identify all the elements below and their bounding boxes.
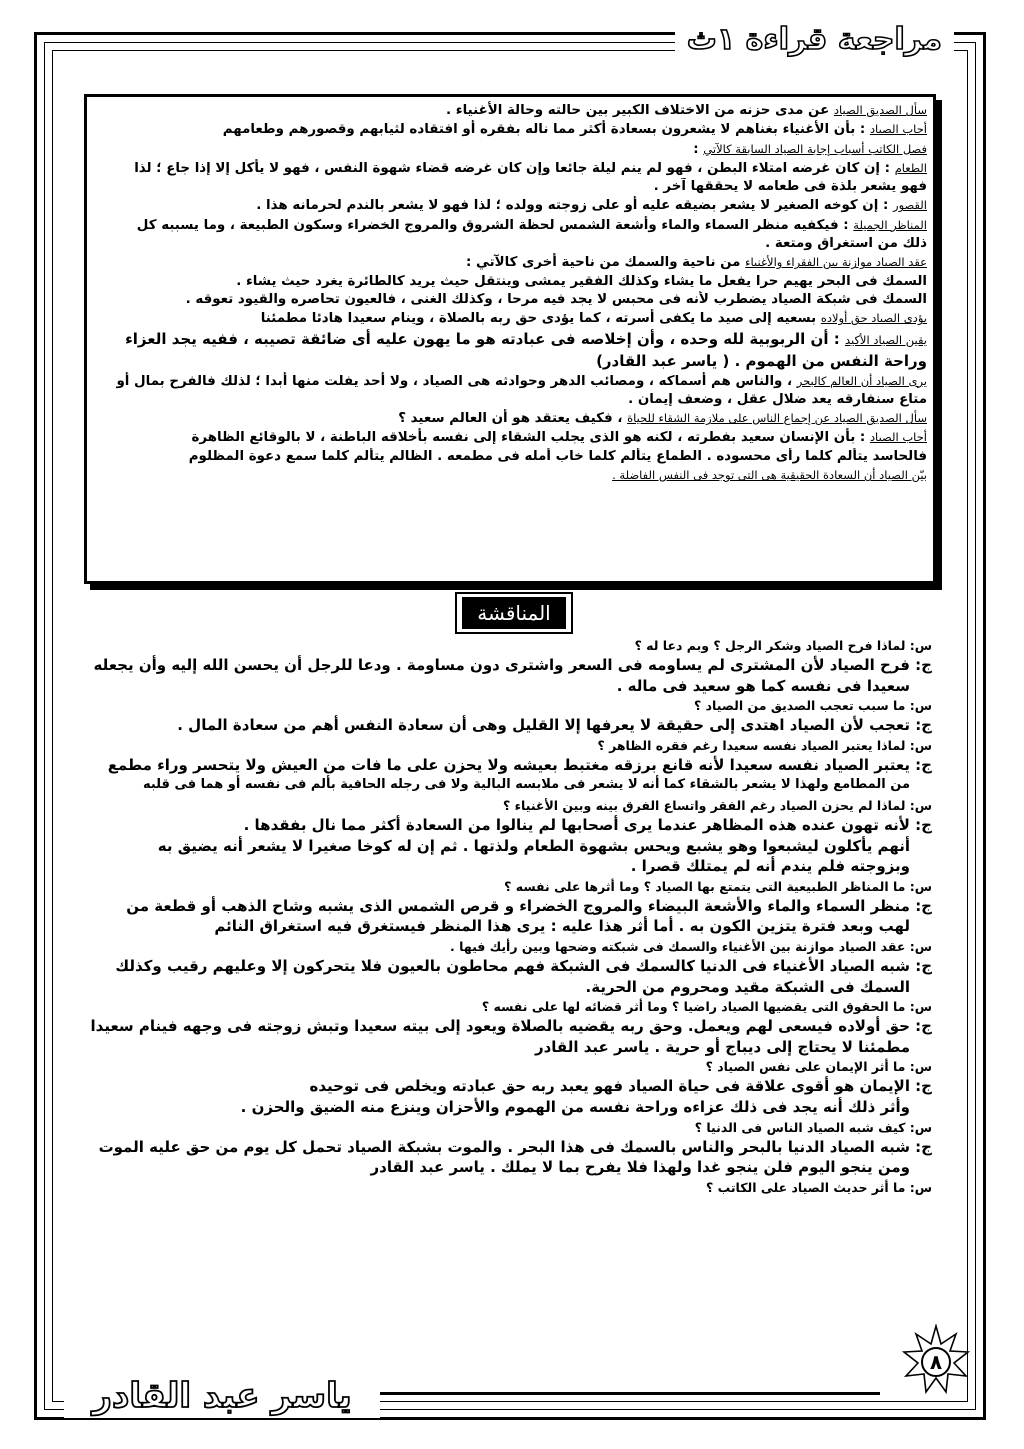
summary-line-label: أجاب الصياد: [869, 122, 927, 137]
summary-line-text: ، فكيف يعتقد هو أن العالم سعيد ؟: [398, 411, 628, 427]
summary-line-text: : إن كان غرضه امتلاء البطن ، فهو لم ينم ليلة جائعا وإن كان غرضه قضاء شهوة النفس ، فهو لا يأكل إلا إذا جاع ؛ لذا: [134, 160, 895, 176]
summary-line-label: عقد الصياد موازنة بين الفقراء والأغنياء: [745, 255, 927, 270]
footer-rule: [380, 1392, 880, 1395]
summary-line-label: يقين الصياد الأكيد: [844, 332, 927, 347]
question: س: ما الحقوق التى يقضيها الصياد راضيا ؟ وما أثر قضائه لها على نفسه ؟: [481, 999, 932, 1015]
summary-line-text: السمك فى البحر يهيم حرا يفعل ما يشاء وكذلك الفقير يمشى وينتقل حيث يريد كالطائرة يغرد حيث يشاء .: [236, 273, 927, 289]
summary-line-text: عن مدى حزنه من الاختلاف الكبير بين حالته وحالة الأغنياء .: [446, 103, 834, 118]
summary-line-text: : بأن الإنسان سعيد بفطرته ، لكنه هو الذى يجلب الشقاء إلى نفسه بأخلاقه الباطنة ، لا بالوقائع الظاهرة: [191, 430, 870, 446]
summary-line: [93, 253, 927, 272]
answer: ج: يعتبر الصياد نفسه سعيدا لأنه قانع برزقه مغتبط بعيشه ولا يحزن على ما فات من العيش ولا يتحسر وراء مطمع: [107, 755, 932, 774]
summary-line: [93, 235, 927, 253]
summary-line: [93, 216, 927, 235]
summary-line: [93, 448, 927, 466]
question: س: ما أثر الإيمان على نفس الصياد ؟: [705, 1059, 932, 1075]
summary-line-text: وراحة النفس من الهموم . ( ياسر عبد القادر): [596, 351, 927, 370]
summary-line-text: : أن الربوبية لله وحده ، وأن إخلاصه فى عبادته هو ما يهون عليه أى ضائقة تصيبه ، ففيه يجد العزاء: [125, 329, 845, 348]
answer-continuation: مطمئنا لا يحتاج إلى ديباج أو حرية . ياسر عبد القادر: [534, 1037, 910, 1056]
page-number: ٨: [929, 1350, 943, 1374]
answer: ج: حق أولاده فيسعى لهم ويعمل. وحق ربه يقضيه بالصلاة ويعود إلى بيته سعيدا وتبش زوجته فى وجهه فينام سعيدا: [90, 1017, 932, 1036]
answer-continuation: أنهم يأكلون ليشبعوا وهو يشبع ويحس بشهوة الطعام ولذتها . ثم إن له كوخا صغيرا لا يشعر أنه يضيق به: [157, 836, 910, 855]
answer-continuation: السمك فى الشبكة مقيد ومحروم من الحرية.: [585, 977, 910, 996]
answer: ج: فرح الصياد لأن المشترى لم يساومه فى السعر واشترى دون مساومة . ودعا للرجل أن يحسن الله إليه وأن يجعله: [93, 656, 932, 674]
discussion-heading-box: [455, 592, 573, 634]
summary-line: [93, 273, 927, 291]
summary-line-text: : فيكفيه منظر السماء والماء وأشعة الشمس لحظة الشروق والمروج الخضراء وسكون الطبيعة ، وما يسببه كل: [136, 217, 854, 233]
summary-line: [93, 329, 927, 351]
summary-line: [93, 351, 927, 372]
answer-continuation: من المطامع ولهذا لا يشعر بالشقاء كما أنه لا يشعر فى ملابسه البالية ولا فى رجله الحافية بألم فى نفسه أو هما فى قلبه: [142, 777, 910, 793]
summary-line-label: يؤدى الصياد حق أولاده: [820, 311, 927, 326]
summary-line-text: ، والناس هم أسماكه ، ومصائب الدهر وحوادثه هى الصياد ، ولا أحد يفلت منها أبدا ؛ لذلك فالفرح بمال أو: [116, 373, 797, 389]
summary-line-label: بيّن الصياد أن السعادة الحقيقية هى التى توجد فى النفس الفاضلة .: [612, 468, 927, 483]
summary-line-label: أجاب الصياد: [869, 430, 927, 445]
summary-line-text: : إن كوخه الصغير لا يشعر بضيقه عليه أو على زوجته وولده ؛ لذا فهو لا يشعر بالندم لحرمانه هذا .: [256, 198, 894, 214]
question: س: ما أثر حديث الصياد على الكاتب ؟: [706, 1179, 932, 1195]
summary-line-text: فهو يشعر بلذة فى طعامه لا يحققها آخر .: [653, 179, 927, 195]
summary-line-text: متاع سنفارقه يعد ضلال عقل ، وضعف إيمان .: [628, 391, 927, 407]
summary-line-text: السمك فى شبكة الصياد يضطرب لأنه فى محبس لا يجد فيه مرحا ، وكذلك الغنى ، فالعيون تحاصره والقيود تعوقه .: [185, 291, 927, 307]
answer: ج: تعجب لأن الصياد اهتدى إلى حقيقة لا يعرفها إلا القليل وهى أن سعادة النفس أهم من سعادة المال .: [177, 716, 932, 735]
summary-line: [93, 196, 927, 215]
answer-continuation: ومن ينجو اليوم فلن ينجو غدا ولهذا فلا يفرح بما لا يملك . ياسر عبد القادر: [370, 1158, 910, 1177]
answer: ج: الإيمان هو أقوى علاقة فى حياة الصياد فهو يعبد ربه حق عبادته ويخلص فى توحيده: [309, 1077, 932, 1096]
summary-line-label: فصل الكاتب أسباب إجابة الصياد السابقة كالآتي: [703, 141, 927, 156]
summary-line: [93, 391, 927, 409]
answer: ج: منظر السماء والماء والأشعة البيضاء والمروج الخضراء و قرص الشمس الذى يشبه وشاح الذهب أو قطعة من: [126, 896, 932, 915]
summary-line-label: القصور: [893, 198, 927, 213]
question: س: ما المناظر الطبيعية التى يتمتع بها الصياد ؟ وما أثرها على نفسه ؟: [504, 878, 932, 894]
summary-line: [93, 120, 927, 139]
discussion-heading: المناقشة: [462, 597, 566, 629]
summary-line: [93, 159, 927, 178]
summary-line-text: : بأن الأغنياء بغناهم لا يشعرون بسعادة أكثر مما ناله بفقره أو افتقاده لثيابهم وقصورهم وطعامهم: [222, 122, 870, 138]
summary-line: [93, 178, 927, 196]
summary-line-label: المناظر الجميلة: [853, 217, 927, 232]
footer-signature-box: [64, 1374, 380, 1418]
page-header: [675, 14, 954, 64]
summary-line: [93, 101, 927, 120]
summary-line-text: فالحاسد يتألم كلما رأى محسوده . الطماع يتألم كلما خاب أمله فى مطمعه . الظالم يتألم كلما سمع دعوة المظلوم: [188, 448, 927, 464]
summary-line: [93, 372, 927, 391]
page-number-badge: [900, 1324, 972, 1396]
summary-line-label: سأل الصديق الصياد عن إجماع الناس على ملازمة الشقاء للحياة: [627, 411, 927, 426]
answer: ج: شبه الصياد الأغنياء فى الدنيا كالسمك فى الشبكة فهم محاطون بالعيون فلا يتحركون إلا وعليهم رقيب وكذلك: [115, 956, 932, 975]
answer-continuation: وبزوجته فلم يندم أنه لم يمتلك قصرا .: [630, 857, 910, 876]
summary-line: [93, 428, 927, 447]
summary-line: [93, 140, 927, 159]
page-title: مراجعة قراءة ١ث: [686, 21, 942, 57]
question: س: لماذا لم يحزن الصياد رغم الفقر واتساع الفرق بينه وبين الأغنياء ؟: [503, 797, 932, 813]
summary-line: [93, 466, 927, 485]
answer-continuation: لهب وبعد فترة يتزين الكون به . أما أثر هذا عليه : يرى هذا المنظر فيستغرق فيه استغراق النائم: [214, 917, 910, 936]
summary-line-text: ذلك من استغراق ومتعة .: [765, 236, 927, 252]
question: س: ما سبب تعجب الصديق من الصياد ؟: [694, 698, 932, 714]
summary-line: [93, 409, 927, 428]
summary-line-label: الطعام: [894, 160, 927, 175]
answer: ج: شبه الصياد الدنيا بالبحر والناس بالسمك فى هذا البحر . والموت بشبكة الصياد تحمل كل يوم من حق عليه الموت: [98, 1137, 932, 1156]
summary-line: [93, 291, 927, 309]
answer-continuation: وأثر ذلك أنه يجد فى ذلك عزاءه وراحة نفسه من الهموم والأحزان وينزع منه الضيق والحزن .: [240, 1097, 910, 1116]
summary-line-label: سأل الصديق الصياد: [833, 103, 927, 117]
footer-signature: ياسر عبد القادر: [92, 1376, 352, 1416]
summary-box: [84, 94, 936, 584]
answer-continuation: سعيدا فى نفسه كما هو سعيد فى ماله .: [616, 676, 910, 695]
summary-line-text: من ناحية والسمك من ناحية أخرى كالآتي :: [466, 255, 746, 271]
summary-line-text: :: [693, 141, 704, 157]
summary-line: [93, 309, 927, 328]
question: س: لماذا يعتبر الصياد نفسه سعيدا رغم فقره الظاهر ؟: [597, 737, 932, 753]
question: س: كيف شبه الصياد الناس فى الدنيا ؟: [694, 1119, 932, 1135]
question: س: عقد الصياد موازنة بين الأغنياء والسمك فى شبكته وضحها وبين رأيك فيها .: [450, 938, 932, 954]
summary-line-text: بسعيه إلى صيد ما يكفى أسرته ، كما يؤدى حق ربه بالصلاة ، وينام سعيدا هادئا مطمئنا: [260, 311, 821, 327]
answer: ج: لأنه تهون عنده هذه المظاهر عندما يرى أصحابها لم ينالوا من السعادة أكثر مما نال بفقدها .: [243, 815, 932, 834]
discussion-list: [86, 636, 932, 1197]
summary-line-label: يرى الصياد أن العالم كالبحر: [796, 373, 927, 388]
question: س: لماذا فرح الصياد وشكر الرجل ؟ وبم دعا له ؟: [634, 638, 932, 653]
